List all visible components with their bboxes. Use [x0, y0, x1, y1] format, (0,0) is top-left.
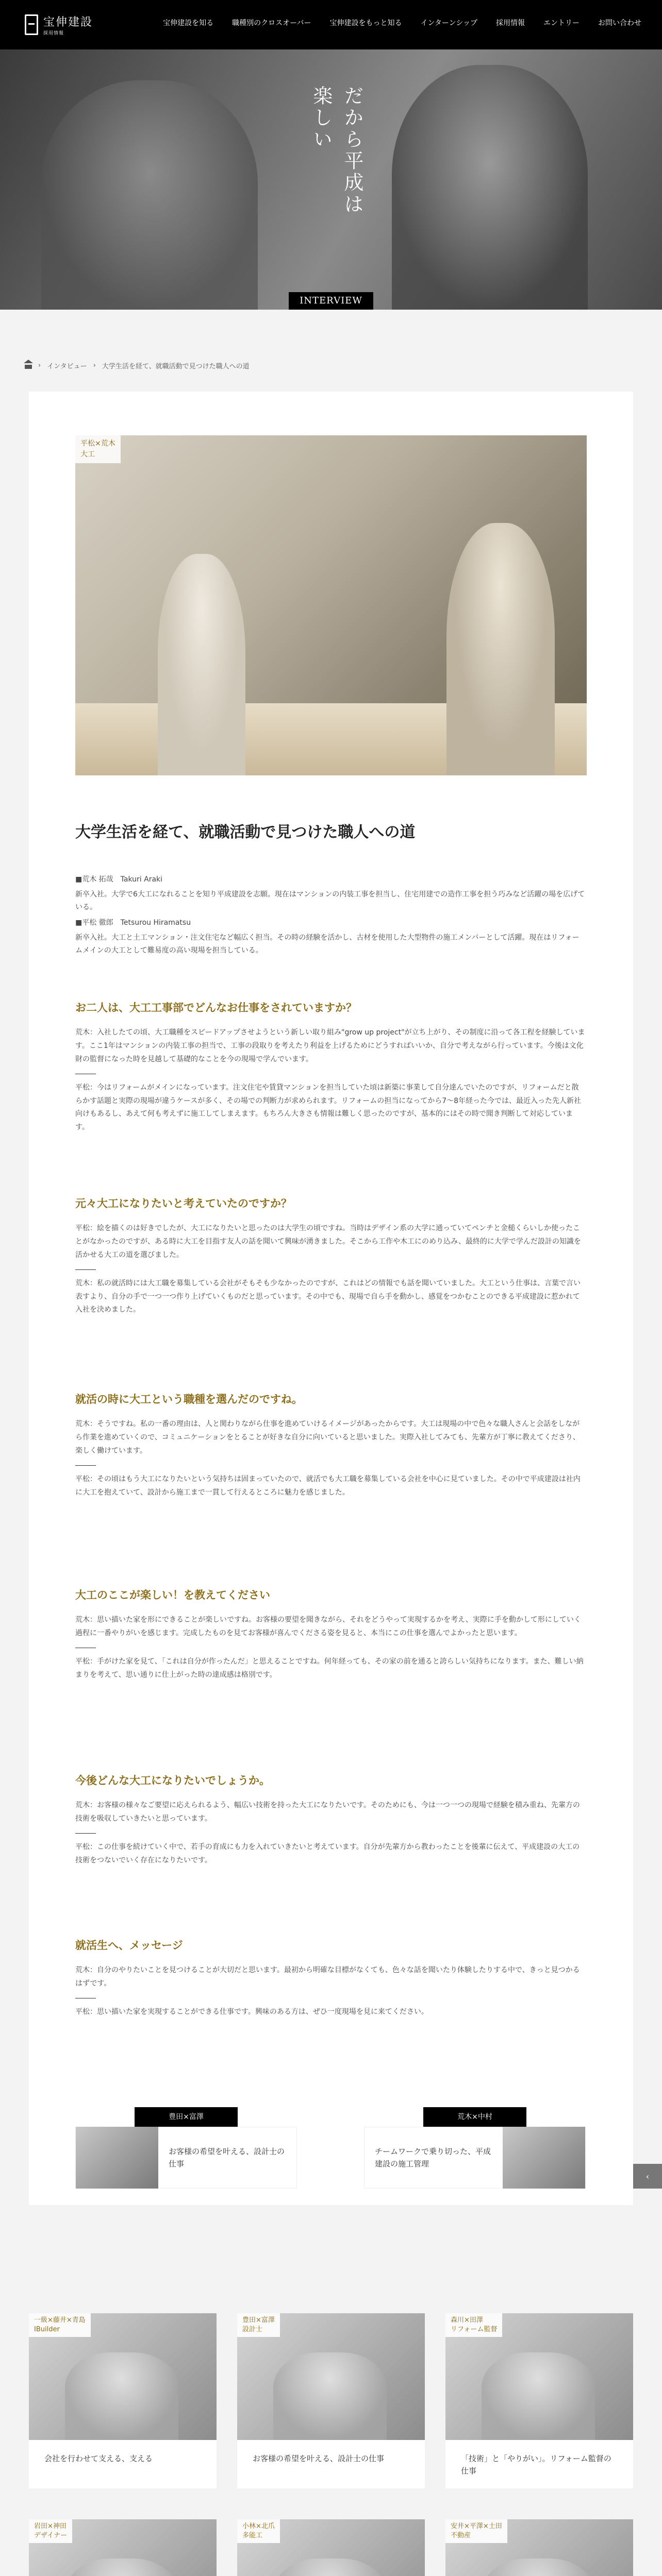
related-card[interactable] — [29, 2313, 217, 2488]
main-nav — [163, 18, 641, 28]
page-top-button[interactable]: ‹ — [633, 2164, 662, 2189]
nav-item[interactable]: 職種別のクロスオーバー — [232, 19, 311, 27]
nav-item[interactable]: 宝伸建設を知る — [163, 19, 214, 27]
prev-text: お客様の希望を叶える、設計士の仕事 — [169, 2147, 285, 2168]
question: お二人は、大工工事部でどんなお仕事をされていますか？ — [75, 1002, 357, 1014]
divider — [75, 1833, 96, 1834]
intro-line: ■平松 徹郎 Tetsurou Hiramatsu — [75, 918, 191, 927]
logo-sub: 採用情報 — [43, 31, 64, 36]
divider — [75, 1465, 96, 1466]
question: 就活生へ、メッセージ — [75, 1939, 183, 1952]
qa-block — [75, 1937, 586, 2026]
related-card[interactable] — [445, 2313, 633, 2488]
breadcrumb-sep: › — [38, 362, 41, 369]
question: 就活の時に大工という職種を選んだのですね。 — [75, 1393, 303, 1405]
answer: 荒木：お客様の様々なご要望に応えられるよう、幅広い技術を持った大工になりたいです。そのためにも、今は一つ一つの現場で経験を積み重ね、先輩方の技術を吸収していきたいと思っています。 — [75, 1801, 580, 1823]
prev-label: 豊田×富澤 — [135, 2107, 238, 2127]
photo-person — [446, 523, 555, 775]
answer: 荒木：そうですね。私の一番の理由は、人と関わりながら仕事を進めていけるイメージがあったからです。大工は現場の中で色々な職人さんと会話をしながら作業を進めていくので、コミュニケーションをとることが好きな自分に向いていると思いました。実際入社してみても、先輩方が丁寧に教えてくださり、楽しく働けています。 — [75, 1420, 580, 1455]
related-people — [65, 2352, 178, 2440]
main-photo — [75, 435, 587, 775]
intro-line: 新卒入社。大学で6大工になれることを知り平成建設を志願。現在はマンションの内装工事を担当し、住宅用建での造作工事を担う巧みなど活躍の場を広げている。 — [75, 890, 585, 912]
related-title: 「技術」と「やりがい」。リフォーム監督の仕事 — [461, 2454, 611, 2476]
hero-person-left — [41, 80, 258, 310]
divider — [75, 1269, 96, 1270]
qa-block — [75, 1391, 586, 1506]
prev-box — [75, 2127, 297, 2189]
related-tag: 岩田×神田 デザイナー — [29, 2519, 72, 2543]
logo-icon — [25, 14, 38, 35]
logo[interactable] — [25, 13, 93, 36]
breadcrumb-item: 大学生活を経て、就職活動で見つけた職人への道 — [102, 363, 250, 370]
related-card[interactable] — [237, 2313, 425, 2488]
nav-item[interactable]: 採用情報 — [496, 19, 525, 27]
qa-block — [75, 1587, 586, 1689]
nav-item[interactable]: お問い合わせ — [598, 19, 641, 27]
answer: 平松：今はリフォームがメインになっています。注文住宅や賃貸マンションを担当していた頃は新築に事業して自分達んでいたのですが、リフォームだと散らかす話題と実際の現場が違うケースが多く、その場での判断力が求められます。リフォームの担当になってから7〜8年経った今では、最近入った先人新社向けもあるし、あえて何も考えずに施工してしまえます。もちろん大きさも情報は難しく思ったのですが、基本的にはその時で聞き判断して対応しています。 — [75, 1083, 582, 1132]
related-tag: 安井×平澤×土田 不動産 — [445, 2519, 507, 2543]
answer: 平松：この仕事を続けていく中で、若手の育成にも力を入れていきたいと考えています。自分が先輩方から教わったことを後輩に伝えて、平成建設の大工の技術をつないでいく存在になりたいです。 — [75, 1842, 580, 1865]
article-tag: 平松×荒木 大工 — [75, 435, 121, 463]
answer: 平松：手がけた家を見て、「これは自分が作ったんだ」と思えることですね。何年経っても、その家の前を通ると誇らしい気持ちになります。また、難しい納まりを考えて、思い通りに仕上がった時の達成感は格別です。 — [75, 1657, 584, 1679]
related-card[interactable] — [445, 2519, 633, 2576]
home-icon[interactable] — [25, 363, 32, 369]
related-card[interactable] — [237, 2519, 425, 2576]
prev-interview[interactable] — [75, 2107, 297, 2190]
question: 大工のここが楽しい！を教えてください — [75, 1589, 270, 1601]
qa-block — [75, 1772, 586, 1875]
answer: 平松：思い描いた家を実現することができる仕事です。興味のある方は、ぜひ一度現場を見に来てください。 — [75, 2007, 428, 2016]
related-people — [273, 2352, 387, 2440]
answer: 荒木：思い描いた家を形にできることが楽しいですね。お客様の要望を聞きながら、それをどうやって実現するかを考え、実際に手を動かして形にしていく過程に一番やりがいを感じます。完成したものを見てお客様が喜んでくださる姿を見ると、本当にこの仕事を選んでよかったと思います。 — [75, 1616, 581, 1637]
related-title: 会社を行わせて支える、支える — [44, 2454, 153, 2463]
related-people — [482, 2558, 595, 2576]
next-thumbnail — [503, 2127, 585, 2189]
photo-person — [158, 554, 245, 775]
article — [29, 392, 633, 2205]
breadcrumb-sep: › — [93, 362, 96, 369]
intro — [75, 873, 586, 959]
question: 今後どんな大工になりたいでしょうか。 — [75, 1774, 270, 1787]
prev-thumbnail — [76, 2127, 158, 2189]
related-title: お客様の希望を叶える、設計士の仕事 — [253, 2454, 385, 2463]
intro-line: ■荒木 拓哉 Takuri Araki — [75, 875, 163, 884]
hero-label: INTERVIEW — [289, 292, 373, 310]
related-people — [273, 2558, 387, 2576]
related-people — [482, 2352, 595, 2440]
related-tag: 小林×北爪 多能工 — [237, 2519, 280, 2543]
nav-item[interactable]: 宝伸建設をもっと知る — [329, 19, 402, 27]
answer: 平松：絵を描くのは好きでしたが、大工になりたいと思ったのは大学生の頃ですね。当時はデザイン系の大学に通っていてペンチと金槌くらいしか使ったことがなかったのですが、ある時に大工を目指す友人の話を聞いて興味が湧きました。そこから工作や木工にのめり込み、最終的に大学で学んだ設計の知識を活かせる大工の道を選びました。 — [75, 1224, 581, 1259]
hero — [0, 49, 662, 310]
question: 元々大工になりたいと考えていたのですか？ — [75, 1197, 292, 1210]
related-people — [65, 2558, 178, 2576]
hero-person-right — [392, 65, 588, 310]
next-text: チームワークで乗り切った、平成建設の施工管理 — [375, 2147, 491, 2168]
related-tag: 森川×田澤 リフォーム監督 — [445, 2313, 502, 2337]
related-tag: 豊田×富澤 設計士 — [237, 2313, 280, 2337]
article-title: 大学生活を経て、就職活動で見つけた職人への道 — [75, 823, 416, 841]
related-tag: 一級×藤井×青島 IBuilder — [29, 2313, 91, 2337]
breadcrumb-item[interactable]: インタビュー — [47, 363, 87, 370]
site-header — [0, 0, 662, 49]
qa-block — [75, 999, 586, 1142]
hero-subtitle: だから平成は — [341, 86, 363, 215]
hero-title: 楽しい — [309, 86, 333, 150]
related-card[interactable] — [29, 2519, 217, 2576]
answer: 荒木：私の就活時には大工職を募集している会社がそもそも少なかったのですが、これはどの情報でも話を聞いていました。大工という仕事は、言葉で言い表すより、自分の手で一つ一つ作り上げていくものだと思っています。その中でも、現場で自ら手を動かし、感覚をつかむことのできる平成建設に惹かれて入社を決めました。 — [75, 1279, 581, 1314]
logo-text: 宝伸建設 — [43, 16, 93, 29]
answer: 荒木：入社したての頃、大工職種をスピードアップさせようという新しい取り組み"grow up project"が立ち上がり、その制度に沿って各工程を経験しています。ここ1年はマンションの内装工事の担当で、工事の段取りを考えたり利益を上げるためにどうすればいいか、自分で考えながら行っています。今後は文化財の監督になった時を見越して基礎的なことを今の現場で学んでいます。 — [75, 1028, 585, 1063]
next-label: 荒木×中村 — [423, 2107, 526, 2127]
qa-block — [75, 1195, 586, 1324]
answer: 荒木：自分のやりたいことを見つけることが大切だと思います。最初から明確な目標がなくても、色々な話を聞いたり体験したりする中で、きっと見つかるはずです。 — [75, 1966, 580, 1988]
breadcrumb — [25, 361, 250, 370]
nav-item[interactable]: エントリー — [543, 19, 580, 27]
next-box — [364, 2127, 586, 2189]
nav-item[interactable]: インターンシップ — [420, 19, 477, 27]
next-interview[interactable] — [364, 2107, 586, 2190]
intro-line: 新卒入社。大工と土工マンション・注文住宅など幅広く担当。その時の経験を活かし、古材を使用した大型物件の施工メンバーとして活躍。現在はリフォームメインの大工として難易度の高い現場を担当している。 — [75, 933, 580, 955]
answer: 平松：その頃はもう大工になりたいという気持ちは固まっていたので、就活でも大工職を募集している会社を中心に見ていました。その中で平成建設は社内に大工を抱えていて、設計から施工まで一貫して行えるところに魅力を感じました。 — [75, 1475, 581, 1497]
